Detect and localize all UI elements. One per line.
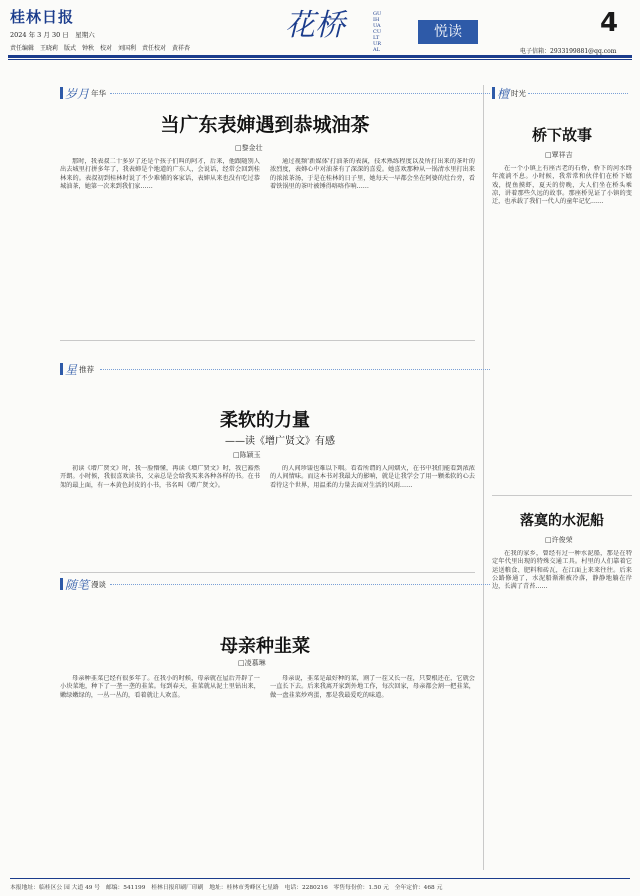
column-tag-time <box>492 86 632 100</box>
article-body-left: 那时，我表叔二十多岁了还是个孩子们叫的阿才，后来，他跟随别人出去城里打拼多年了，我表婶是个地道的广东人，会说话，经常会回到桂林来的。表叔初到桂林时说了不少难懂的客家话，表婶从来也没有吃过恭城油茶，她第一次来到我们家…… <box>60 158 260 190</box>
tag-bar-icon <box>60 87 63 99</box>
masthead-rule-thin <box>8 59 632 60</box>
article-body-right: 通过视频'新媒体'打油茶的表演，技术熟练程度以及所打出来的茶叶的浓烈度，表婶心中对油茶有了深深的喜爱。她喜欢那种从一锅清水里打出来的浓浓茶汤，于是在桂林的日子里，她每天一早都会坐在阿婆的灶台旁，看着铁锅里的茶叶被锤得咯咯作响…… <box>270 158 475 190</box>
article-body-right: 的人间珍馐也难以下咽。看看所谓的人间烟火，在书中我们能看到浓浓的人间情味。而这本书对我最大的影响，就是让我学会了用一颗柔软的心去看待这个世界，用温柔的力量去面对生活的风雨…… <box>270 465 475 489</box>
section-rule <box>60 572 475 573</box>
section-brand <box>285 8 415 53</box>
footer-info: 本报地址：临桂区公 园 大道 49 号 邮编：541199 桂林日报印刷厂印刷 地址：桂林市秀峰区七星路 电话：2280216 零售每份价：1.50 元 全年定价：468 元 <box>10 878 630 891</box>
tag-big: 檀 <box>497 86 510 101</box>
tag-small: 推荐 <box>79 364 95 374</box>
article-body-right: 母亲说，韭菜是最好种的菜，割了一茬又长一茬，只要根还在，它就会一直长下去。后来我离开家到外地工作，每次回家，母亲都会割一把韭菜，做一盘韭菜炒鸡蛋，那是我最爱吃的味道。 <box>270 675 475 699</box>
section-rule <box>60 340 475 341</box>
article-byline: □凌慕琳 <box>238 659 266 667</box>
email-line: 电子信箱：2933199881@qq.com <box>520 48 617 55</box>
tag-bar-icon <box>60 363 63 375</box>
article-byline: □陈颖玉 <box>233 451 261 459</box>
article-title: 当广东表婶遇到恭城油茶 <box>160 114 370 136</box>
tag-small: 时光 <box>511 88 527 98</box>
tag-big: 随笔 <box>65 577 90 592</box>
article-title: 母亲种韭菜 <box>220 636 310 657</box>
tag-dotline <box>100 369 490 370</box>
column-tag-recommend <box>60 362 460 376</box>
tag-small: 漫谈 <box>91 579 107 589</box>
column-divider <box>483 85 484 870</box>
section-rule <box>492 495 632 496</box>
tag-bar-icon <box>492 87 495 99</box>
article-title: 桥下故事 <box>531 126 592 144</box>
tag-dotline <box>110 584 490 585</box>
article-body: 在我的家乡，曾经有过一种水泥船，那是在特定年代里出现的特殊交通工具。村里的人们靠着它运送粮食、肥料和砖瓦，在江面上来来往往。后来公路修通了，水泥船渐渐被冷落，静静地躺在岸边，长满了青苔…… <box>492 550 632 591</box>
section-tag: 悦读 <box>418 20 478 44</box>
tag-small: 年华 <box>91 88 107 98</box>
issue-date: 2024 年 3 月 30 日 星期六 <box>10 31 95 39</box>
tag-big: 星 <box>65 362 78 377</box>
masthead-rule <box>8 55 632 58</box>
column-tag-years <box>60 86 460 100</box>
article-body-left: 初读《增广贤文》时，我一脸懵懂，再读《增广贤文》时，我已豁然开朗。小时候，我很喜欢读书，父亲总是会给我买来各种各样的书。在书架的最上面，有一本黄色封皮的小书，书名叫《增广贤文》。 <box>60 465 260 489</box>
section-en: GUIHUA CULTURAL <box>373 11 382 53</box>
column-tag-essay <box>60 577 460 591</box>
page-number: 4 <box>600 8 619 38</box>
paper-name: 桂林日报 <box>10 8 75 26</box>
article-byline: □黎金壮 <box>235 144 263 152</box>
section-name: 花桥 <box>285 8 345 43</box>
tag-dotline <box>528 93 628 94</box>
article-byline: □覃祥吉 <box>545 151 573 159</box>
tag-big: 岁月 <box>65 86 90 101</box>
article-byline: □许俊荣 <box>545 536 573 544</box>
tag-bar-icon <box>60 578 63 590</box>
article-subtitle: ——读《增广贤文》有感 <box>225 436 335 447</box>
staff-line: 责任编辑 王晓莉 版式 钟秋 校对 刘国利 责任校对 黄祥杏 <box>10 45 191 52</box>
article-body: 在一个小镇上有座古老的石桥，桥下的河水终年流淌不息。小时候，我常常和伙伴们在桥下嬉戏，捉鱼摸虾，夏天的傍晚，大人们坐在桥头乘凉，讲着那些久远的故事。那座桥见证了小镇的变迁，也承载了我们一代人的童年记忆…… <box>492 165 632 206</box>
article-title: 落寞的水泥船 <box>520 513 604 529</box>
article-title: 柔软的力量 <box>220 410 310 431</box>
tag-dotline <box>110 93 490 94</box>
article-body-left: 母亲种韭菜已经有很多年了。在我小的时候，母亲就在屋后开辟了一小块菜地，种下了一垄一垄的韭菜。每到春天，韭菜就从泥土里钻出来，嫩绿嫩绿的，一丛一丛的，看着就让人欢喜。 <box>60 675 260 699</box>
